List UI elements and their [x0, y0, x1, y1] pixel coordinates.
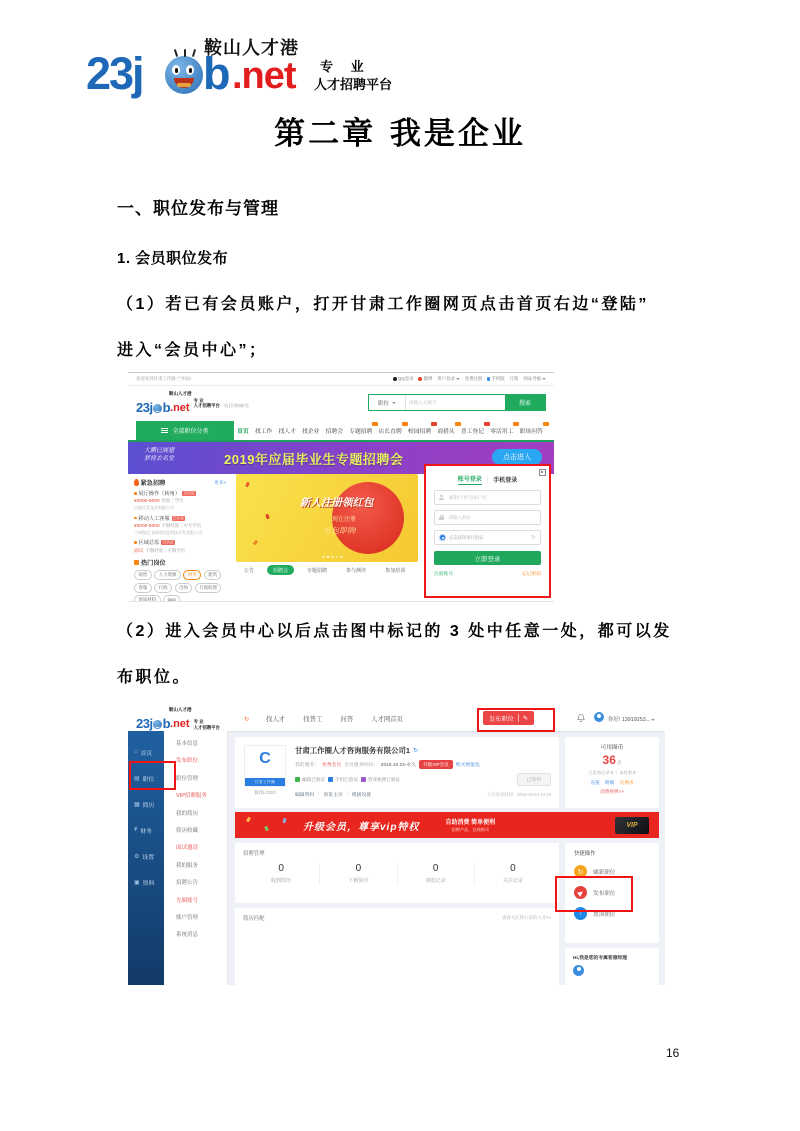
tag-pill[interactable]: 行政助理	[195, 583, 222, 593]
email-verified-icon	[295, 777, 300, 782]
tag-pill[interactable]: 行政	[154, 583, 172, 593]
company-info-card: C 甘肃工作圈 修改LOGO 甘肃工作圈人才咨询服务有限公司1 ↻ 我的服务： 免费会员 会员服务时间： 2018.10.24-永久 升级VIP会员 购买增值包 邮箱已验证 手机已验证 营业执照已验证 已签到 编辑资料 | 预览主页 | 模板设置 上次登录时间：2018-10-24 14:18	[235, 737, 559, 808]
banner-slogan: 大鹏已展翅 梦将去名堂	[144, 448, 175, 462]
more-link[interactable]: 更多>	[214, 479, 226, 485]
chapter-title: 第二章 我是企业	[274, 116, 526, 152]
signed-in-button[interactable]: 已签到	[517, 773, 551, 786]
service-manager-card	[565, 948, 659, 985]
paragraph-2-line-1: （2）进入会员中心以后点击图中标记的 3 处中任意一处，都可以发	[117, 623, 672, 640]
submenu-basic-info[interactable]: 基本信息	[176, 741, 199, 747]
logo-text-net: .net	[232, 55, 296, 97]
promo-line-2: 现在注册	[332, 517, 357, 523]
tab-job-fair[interactable]: 招聘会	[267, 565, 294, 575]
preview-homepage-link[interactable]: 预览主页	[323, 793, 343, 798]
logo-tagline-1: 专 业	[320, 59, 371, 74]
hot-tags	[134, 570, 226, 601]
bullet-icon	[134, 517, 137, 520]
site-tagline: 专 业 人才招聘平台	[193, 719, 220, 730]
confetti	[246, 817, 251, 823]
nav-item-headhunter[interactable]: 商猎头	[437, 426, 454, 435]
urgent-jobs-sidebar	[128, 474, 232, 601]
service-avatar	[573, 965, 584, 976]
sidebar-item-resumes[interactable]: ▦ 简历	[128, 791, 164, 817]
quick-post-job[interactable]: ▶ 发布职位	[574, 886, 650, 899]
site-logo-small: 23j b .net 鞍山人才港	[136, 391, 192, 415]
mascot-face-icon	[165, 56, 203, 94]
resume-match-title: 简历匹配	[243, 916, 265, 922]
tag-pill[interactable]: 资质材料	[134, 595, 161, 601]
phone-verified-icon	[328, 777, 333, 782]
notice-tabs	[238, 565, 420, 575]
submenu-job-manage[interactable]: 职位管理	[176, 775, 199, 782]
verified-badge: 已认证	[173, 515, 184, 520]
card-icon	[134, 879, 140, 886]
vip-upgrade-banner[interactable]	[235, 812, 659, 838]
company-name: 甘肃工作圈人才咨询服务有限公司1	[295, 746, 410, 755]
qr-code-icon[interactable]	[539, 469, 546, 476]
confetti	[245, 482, 250, 488]
member-center-header	[128, 705, 665, 731]
link-icon	[244, 716, 249, 723]
nav-item-worker-reg[interactable]: 普工登记	[461, 426, 484, 435]
unpaid-count: 未付款 0	[619, 770, 636, 775]
paragraph-1-line-1: （1）若已有会员账户，打开甘肃工作圈网页点击首页右边“登陆”	[117, 296, 649, 313]
hamburger-icon	[161, 428, 168, 429]
main-sidebar	[128, 731, 164, 985]
phone-icon	[487, 377, 490, 382]
exchange-link[interactable]: 兑换币	[619, 781, 634, 786]
nav-item-job-fair[interactable]: 招聘会	[325, 429, 343, 435]
promo-line-3: 红包即领!	[324, 526, 357, 535]
tag-pill[interactable]: 出纳	[175, 583, 193, 593]
search-input[interactable]	[406, 395, 505, 410]
header-nav-qa[interactable]: 问答	[340, 716, 354, 723]
header-nav-find-worker[interactable]: 找普工	[303, 716, 323, 723]
arrow-up-icon	[574, 907, 587, 920]
user-login-link[interactable]: 用户登录	[437, 376, 460, 382]
coins-value: 36	[602, 753, 616, 767]
logo-text-b: b	[203, 48, 231, 99]
sidebar-item-finance[interactable]: ¥ 财务	[128, 817, 164, 843]
job-list-item[interactable]: 移动人工客服 已认证 ¥3000-5000 不限经验｜中专学历 兰州锐达飞网络信息科技开发有限公司	[134, 515, 202, 535]
quick-top-job[interactable]: ↑ 置顶职位	[574, 907, 650, 920]
refresh-icon[interactable]	[531, 535, 536, 541]
template-settings-link[interactable]: 模板设置	[351, 793, 372, 798]
recharge-link[interactable]: 充值	[590, 781, 600, 786]
banner-title: 2019年应届毕业生专题招聘会	[224, 452, 404, 467]
captcha-button-icon[interactable]	[439, 534, 446, 541]
sidebar-item-profile[interactable]: ▣ 资料	[128, 869, 164, 895]
published-count: 已发布记录 0	[588, 770, 613, 775]
paper-plane-icon	[574, 886, 587, 899]
username-field[interactable]	[447, 494, 536, 501]
hot-badge	[484, 422, 490, 426]
quick-refresh-job[interactable]: ↻ 刷新职位	[574, 865, 650, 878]
submenu-account-manage[interactable]: 账户管理	[176, 914, 199, 921]
license-verified-icon	[361, 777, 366, 782]
job-list-item[interactable]: 区域总监 已认证 面议 不限经验｜不限学历	[134, 540, 186, 554]
paragraph-1-line-2: 进入“会员中心”；	[117, 342, 268, 359]
login-button[interactable]: 立即登录	[434, 551, 541, 565]
red-packet-promo-banner[interactable]	[236, 474, 418, 562]
stat-received-resumes[interactable]: 0 收到简历	[271, 863, 292, 884]
company-logo: C 甘肃工作圈	[244, 745, 286, 787]
logo-brand-cn: 鞍山人才港	[204, 38, 299, 58]
subscribe-link[interactable]: 订阅	[509, 376, 519, 381]
tag-pill[interactable]: java	[163, 595, 180, 601]
recruit-manage-title: 招聘管理	[243, 851, 265, 857]
confetti	[282, 818, 286, 824]
detail-link[interactable]: 明细	[604, 781, 615, 786]
hot-badge	[402, 422, 408, 426]
nav-item-find-job[interactable]: 找工作	[254, 429, 273, 435]
tag-pill[interactable]: 财务	[183, 570, 201, 580]
refresh-job-icon	[574, 865, 587, 878]
hot-positions-icon	[134, 560, 139, 565]
person-icon	[439, 495, 444, 501]
tag-pill[interactable]: 销售	[134, 570, 152, 580]
avatar[interactable]	[594, 712, 604, 722]
paragraph-2-line-2: 布职位。	[117, 669, 192, 686]
bell-icon[interactable]	[576, 713, 586, 725]
tab-special[interactable]: 专题招聘	[307, 567, 328, 574]
site-tagline: 专 业 人才招聘平台	[193, 397, 220, 408]
carousel-dots[interactable]	[322, 556, 343, 559]
tab-assessment[interactable]: 参与测评	[346, 567, 367, 574]
resume-match-card	[235, 908, 559, 985]
money-icon	[134, 827, 137, 833]
hot-badge	[543, 422, 549, 426]
chevron-down-icon	[392, 402, 396, 404]
hot-badge	[431, 422, 437, 426]
urgent-title: 紧急招聘	[140, 480, 166, 487]
quick-actions-title: 快捷操作	[574, 851, 596, 857]
coins-card: 可用圈币 36点 已发布记录 0 ｜ 未付款 0 充值 明细 兑换币 消费规则>>	[565, 737, 659, 808]
user-greeting[interactable]: 你好! 13919253...	[608, 715, 655, 723]
search-bar	[368, 394, 546, 411]
hot-positions-title: 热门岗位	[141, 560, 166, 567]
membership-time: 2018.10.24-永久	[380, 763, 416, 768]
promo-title: 新人注册领红包	[300, 497, 374, 509]
qq-login-link[interactable]: QQ登录	[393, 376, 414, 382]
coins-title: 可用圈币	[600, 745, 624, 751]
sidebar-item-settings[interactable]: ⚙ 设置	[128, 843, 164, 869]
header-nav-find-talent[interactable]: 找人才	[266, 716, 286, 723]
bullet-icon	[134, 541, 137, 544]
sitemap-link[interactable]: 网站导航	[523, 376, 546, 382]
homepage-topbar	[128, 373, 554, 386]
welcome-text: 欢迎来到甘肃工作圈-兰州站!	[136, 376, 192, 381]
verified-badge: 已认证	[162, 540, 174, 544]
hot-badge	[455, 422, 461, 426]
gear-icon	[134, 853, 139, 860]
chevron-down-icon	[651, 719, 655, 721]
homepage-navbar	[136, 421, 546, 440]
job-list-item[interactable]: 展厅操作（转角） 已认证 ¥4000-8000 经验｜学历 白银区美文化有限公司	[134, 491, 195, 510]
23job-logo	[86, 40, 416, 106]
confetti	[264, 826, 269, 832]
nav-item-gig-work[interactable]: 零活用工	[490, 426, 513, 435]
submenu-notices[interactable]: 招聘公告	[176, 880, 199, 887]
hot-badge	[513, 422, 519, 426]
mobile-version-link[interactable]: 手机版	[487, 376, 504, 382]
captcha-widget[interactable]	[434, 530, 541, 545]
chevron-down-icon	[456, 378, 460, 380]
chevron-down-icon	[542, 378, 546, 380]
service-manager-title: Hi,我是您的专属客服经理	[573, 956, 628, 961]
submenu-resume-favorites[interactable]: 简历收藏	[176, 827, 199, 834]
vip-card-image: VIP	[615, 817, 649, 834]
submenu-vip-service[interactable]: VIP招聘服务	[176, 793, 207, 800]
forgot-password-link[interactable]: 忘记密码	[521, 572, 541, 577]
vip-banner-title: 升级会员，尊享vip特权	[303, 821, 420, 833]
page-number: 16	[666, 1046, 680, 1060]
city-switcher[interactable]: 站 [切换城市]	[223, 402, 249, 408]
mascot-face-icon	[153, 404, 162, 413]
lock-icon	[439, 515, 444, 521]
confetti	[253, 540, 259, 546]
tab-notice[interactable]: 公告	[244, 567, 255, 574]
spend-rules-link[interactable]: 消费规则>>	[600, 789, 624, 794]
view-followers-link[interactable]: 查看关注我公司的人才>>	[501, 915, 551, 920]
homepage-screenshot	[128, 372, 554, 602]
stat-downloaded-resumes[interactable]: 0 下载简历	[319, 863, 396, 884]
site-logo-small: 23j b .net 鞍山人才港 专 业 人才招聘平台	[136, 707, 220, 731]
member-center-screenshot	[128, 705, 665, 985]
flame-icon	[134, 479, 139, 486]
subsection-heading: 1. 会员职位发布	[117, 250, 229, 267]
nav-item-campus[interactable]: 校园招聘	[408, 426, 431, 435]
captcha-text: 点击按钮进行验证	[449, 534, 484, 540]
header-nav-home[interactable]: 人才网首页	[371, 716, 404, 723]
homepage-logobar	[136, 387, 546, 419]
briefcase-icon	[134, 775, 140, 782]
verified-badge: 已认证	[183, 491, 195, 495]
post-job-button-header[interactable]: 发布职位 ✎	[483, 711, 534, 725]
tab-phone-login[interactable]: 手机登录	[493, 478, 518, 484]
pencil-icon	[523, 715, 528, 722]
submenu-system-messages[interactable]: 系统消息	[176, 932, 199, 939]
last-login-time: 上次登录时间：2018-10-24 14:18	[486, 791, 551, 797]
qq-icon	[393, 377, 397, 381]
register-link[interactable]: 免费注册	[464, 376, 483, 381]
logo-tagline-2: 人才招聘平台	[314, 77, 393, 92]
stat-follow-records[interactable]: 0 关注记录	[474, 863, 551, 884]
sidebar-item-home[interactable]: ⌂ 首页	[128, 739, 164, 765]
tab-training[interactable]: 参加培训	[385, 567, 406, 574]
submenu-my-resumes[interactable]: 我的简历	[176, 810, 199, 817]
register-account-link[interactable]: 注册账号	[434, 572, 454, 577]
upgrade-vip-button[interactable]: 升级VIP会员	[419, 760, 453, 769]
vip-banner-subtitle: 自助消费 简单便利	[445, 820, 496, 826]
buy-addon-link[interactable]: 购买增值包	[455, 763, 480, 768]
refresh-icon[interactable]	[413, 747, 418, 754]
section-heading: 一、职位发布与管理	[117, 199, 279, 218]
search-category-select[interactable]: 职位	[369, 395, 406, 410]
password-field[interactable]	[447, 514, 536, 521]
edit-profile-link[interactable]: 编辑资料	[295, 793, 315, 798]
vip-banner-note: 招聘产品，在线购买	[451, 827, 490, 832]
bullet-icon	[134, 492, 137, 495]
quick-actions-card	[565, 843, 659, 943]
logo-text-23j: 23j	[86, 48, 143, 99]
all-categories-button[interactable]: 全部职位分类	[136, 421, 234, 440]
submenu-interview-invite[interactable]: 面试邀请	[176, 845, 199, 852]
submenu-account[interactable]: 光圈账号	[176, 897, 199, 904]
weibo-login-link[interactable]: 微博	[418, 376, 432, 382]
tab-account-login[interactable]: 账号登录	[458, 474, 482, 485]
banner-enter-button[interactable]: 点击进入	[492, 449, 542, 465]
tag-pill[interactable]: 客服	[134, 583, 152, 593]
sidebar-item-jobs[interactable]: ▤ 职位	[128, 765, 164, 791]
nav-item-find-company[interactable]: 找企业	[302, 429, 320, 435]
login-panel-highlighted: 账号登录 | 手机登录 邮箱/手机号/用户名 请输入密码 点击按钮进行验证 ↻ 立即登录 注册账号 忘记密码	[424, 464, 551, 598]
submenu-my-services[interactable]: 我的服务	[176, 862, 199, 869]
confetti	[265, 514, 270, 520]
nav-item-qa[interactable]: 职场问答	[520, 426, 543, 435]
search-button[interactable]: 搜索	[505, 395, 545, 410]
edit-logo-link[interactable]: 修改LOGO	[254, 790, 276, 795]
resume-icon	[134, 801, 140, 808]
nav-item-special[interactable]: 专题招聘	[349, 426, 372, 435]
sub-sidebar	[164, 731, 228, 985]
home-icon	[134, 749, 138, 755]
tag-pill[interactable]: 建筑	[204, 570, 222, 580]
membership-level: 免费会员	[322, 763, 342, 768]
mascot-face-icon	[153, 720, 162, 729]
nav-item-shop-hire[interactable]: 店长直聘	[379, 426, 402, 435]
tag-pill[interactable]: 人力资源	[154, 570, 181, 580]
nav-item-find-talent[interactable]: 找人才	[278, 429, 296, 435]
submenu-post-job[interactable]: 发布职位	[176, 758, 199, 765]
nav-item-home[interactable]: 首页	[237, 429, 249, 435]
weibo-icon	[418, 377, 422, 381]
stat-view-records[interactable]: 0 浏览记录	[397, 863, 474, 884]
recruit-manage-card	[235, 843, 559, 903]
hot-badge	[372, 422, 378, 426]
